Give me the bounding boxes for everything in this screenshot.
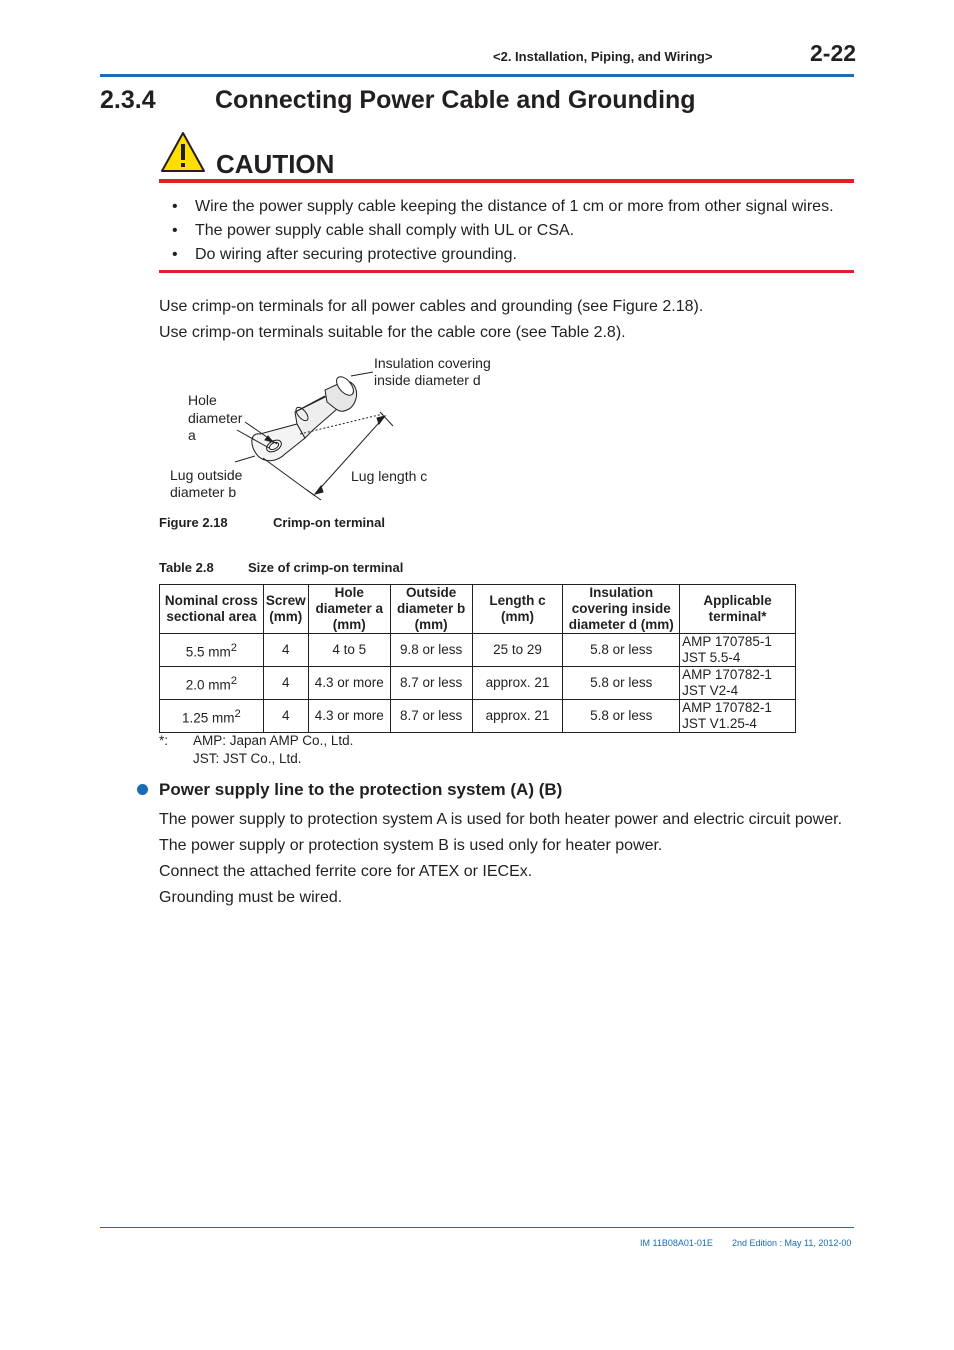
column-header: Hole diameter a (mm) (308, 585, 390, 634)
footer-rule (100, 1227, 854, 1228)
outside-cell: 8.7 or less (390, 667, 472, 700)
table-caption-title: Size of crimp-on terminal (248, 560, 404, 575)
footer-edition: 2nd Edition : May 11, 2012-00 (732, 1238, 852, 1248)
terminal-cell: AMP 170782-1 JST V1.25-4 (680, 700, 796, 733)
caution-item: • The power supply cable shall comply with UL or CSA. (172, 222, 575, 239)
caution-item: • Do wiring after securing protective grounding. (172, 246, 517, 263)
header-chapter: <2. Installation, Piping, and Wiring> (493, 49, 713, 64)
figure-label: Hole (188, 392, 217, 408)
column-header: Screw (mm) (263, 585, 308, 634)
screw-cell: 4 (263, 700, 308, 733)
column-header: Applicable terminal* (680, 585, 796, 634)
table-note-line: JST: JST Co., Ltd. (193, 751, 302, 766)
figure-label: Insulation covering (374, 355, 491, 371)
body-paragraph: The power supply to protection system A is used for both heater power and electric circuit power. (159, 811, 843, 828)
area-cell: 5.5 $mm^2$ (160, 634, 264, 667)
outside-cell: 8.7 or less (390, 700, 472, 733)
insulation-cell: 5.8 or less (563, 634, 680, 667)
subsection-title: Power supply line to the protection system (A) (B) (159, 780, 563, 799)
area-cell: 1.25 $mm^2$ (160, 700, 264, 733)
insulation-cell: 5.8 or less (563, 667, 680, 700)
column-header: Outside diameter b (mm) (390, 585, 472, 634)
bullet-dot-icon: • (172, 198, 178, 215)
figure-label: diameter b (170, 484, 237, 500)
terminal-cell: AMP 170782-1 JST V2-4 (680, 667, 796, 700)
hole-cell: 4.3 or more (308, 667, 390, 700)
length-cell: 25 to 29 (472, 634, 563, 667)
screw-cell: 4 (263, 634, 308, 667)
column-header: Insulation covering inside diameter d (mm) (563, 585, 680, 634)
figure-label: diameter (188, 410, 243, 426)
body-paragraph: Grounding must be wired. (159, 889, 343, 906)
area-cell: 2.0 $mm^2$ (160, 667, 264, 700)
outside-cell: 9.8 or less (390, 634, 472, 667)
screw-cell: 4 (263, 667, 308, 700)
caution-bottom-rule (159, 270, 854, 273)
table-row (160, 667, 796, 700)
caution-list (168, 197, 834, 269)
column-header: Nominal cross sectional area (160, 585, 264, 634)
header-rule (100, 74, 854, 77)
length-cell: approx. 21 (472, 700, 563, 733)
table-header-row (160, 585, 796, 634)
hole-cell: 4 to 5 (308, 634, 390, 667)
insulation-cell: 5.8 or less (563, 700, 680, 733)
caution-item: • Wire the power supply cable keeping the distance of 1 cm or more from other signal wires. (172, 198, 834, 215)
terminal-cell: AMP 170785-1 JST 5.5-4 (680, 634, 796, 667)
figure-label: Lug outside (170, 467, 243, 483)
intro-paragraph: Use crimp-on terminals suitable for the cable core (see Table 2.8). (159, 324, 626, 341)
body-paragraph: The power supply or protection system B is used only for heater power. (159, 837, 663, 854)
column-header: Length c (mm) (472, 585, 563, 634)
section-number: 2.3.4 (100, 86, 156, 114)
section-title: Connecting Power Cable and Grounding (215, 86, 696, 114)
table-row (160, 700, 796, 733)
warning-triangle-icon (160, 131, 206, 173)
bullet-dot-icon: • (172, 222, 178, 239)
figure-caption-number: Figure 2.18 (159, 515, 228, 530)
caution-top-rule (159, 179, 854, 183)
table-note-line: AMP: Japan AMP Co., Ltd. (193, 733, 354, 748)
figure-label: a (188, 427, 196, 443)
figure-caption-title: Crimp-on terminal (273, 515, 385, 530)
caution-title: CAUTION (216, 149, 335, 179)
page-number: 2-22 (810, 40, 857, 66)
figure-label: Lug length c (351, 468, 428, 484)
table-note-mark: *: (159, 733, 169, 748)
intro-paragraph: Use crimp-on terminals for all power cables and grounding (see Figure 2.18). (159, 298, 704, 315)
crimp-terminal-table (159, 584, 796, 733)
length-cell: approx. 21 (472, 667, 563, 700)
footer-document-number: IM 11B08A01-01E (640, 1238, 713, 1248)
bullet-dot-icon: • (172, 246, 178, 263)
body-paragraph: Connect the attached ferrite core for ATEX or IECEx. (159, 863, 533, 880)
figure-label: inside diameter d (374, 372, 481, 388)
hole-cell: 4.3 or more (308, 700, 390, 733)
table-caption-number: Table 2.8 (159, 560, 214, 575)
table-row (160, 634, 796, 667)
bullet-icon (137, 784, 148, 795)
